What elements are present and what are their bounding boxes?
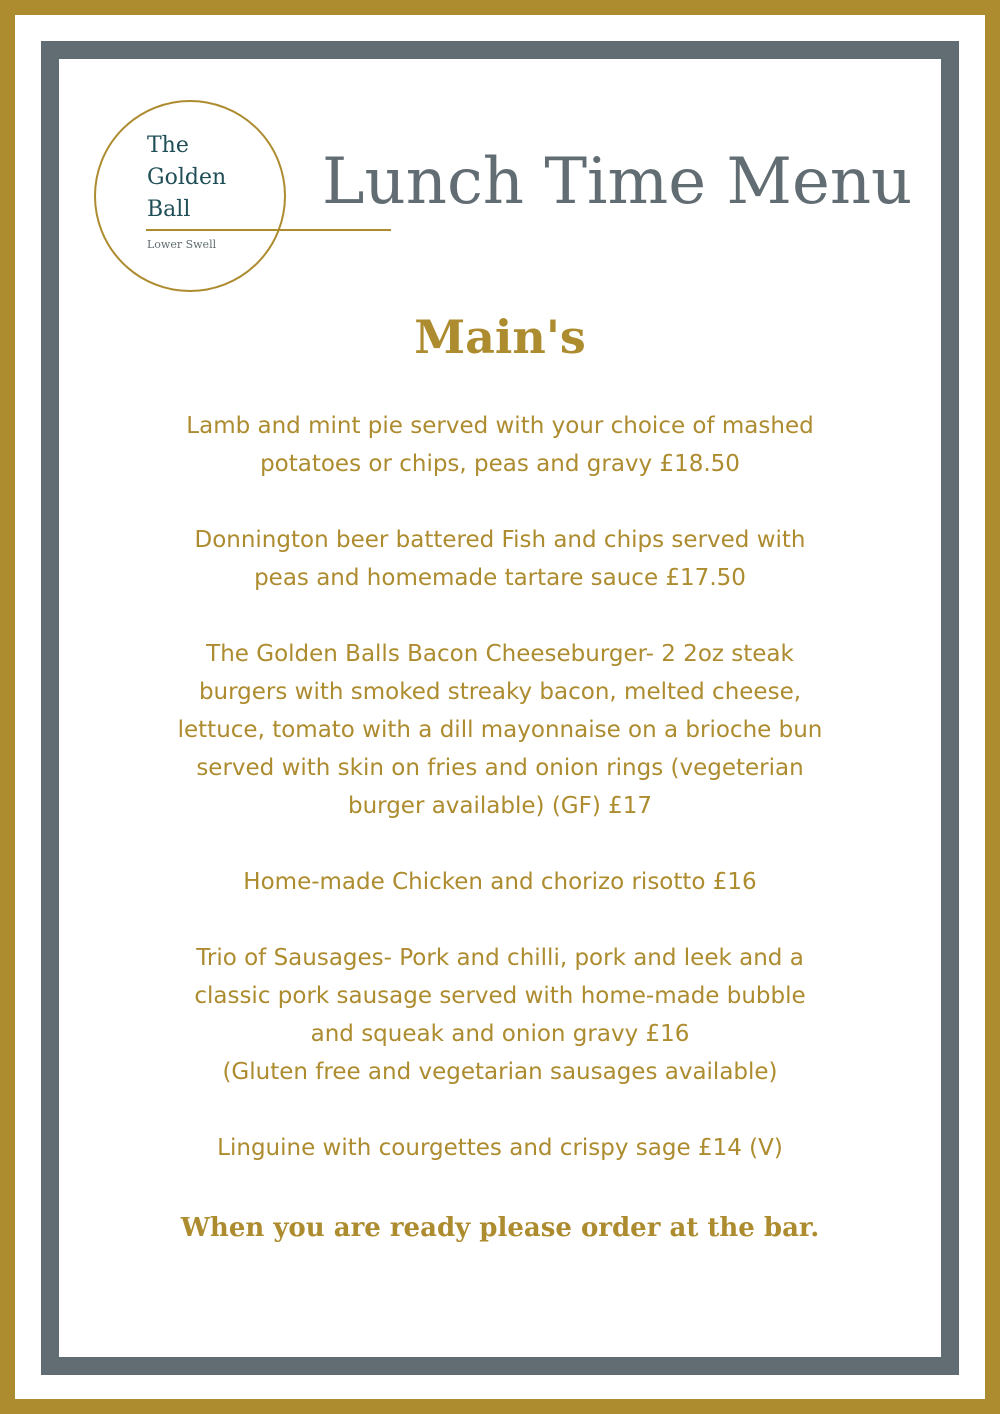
menu-item-line: (Gluten free and vegetarian sausages available) <box>222 1059 778 1085</box>
order-at-bar-note: When you are ready please order at the bar. <box>180 1213 820 1243</box>
menu-item-line: lettuce, tomato with a dill mayonnaise on a brioche bun <box>177 717 823 743</box>
logo-name <box>147 130 257 226</box>
menu-item-line: Trio of Sausages- Pork and chilli, pork and leek and a <box>196 945 804 971</box>
menu-item-line: classic pork sausage served with home-made bubble <box>194 983 806 1009</box>
menu-item-line: Linguine with courgettes and crispy sage £14 (V) <box>217 1135 783 1161</box>
logo-name-line: The <box>147 133 189 158</box>
logo-name-line: Ball <box>147 197 191 222</box>
menu-item-line: Lamb and mint pie served with your choice of mashed <box>186 413 814 439</box>
menu-item-line: Home-made Chicken and chorizo risotto £16 <box>243 869 757 895</box>
menu-list <box>100 407 900 1205</box>
menu-item <box>100 407 900 483</box>
menu-item-line: burgers with smoked streaky bacon, melted cheese, <box>198 679 802 705</box>
menu-item <box>100 1129 900 1167</box>
logo-underline <box>146 229 391 231</box>
menu-item-line: burger available) (GF) £17 <box>347 793 653 819</box>
menu-item-line: and squeak and onion gravy £16 <box>310 1021 690 1047</box>
logo-name-line: Golden <box>147 165 227 190</box>
menu-item-line: served with skin on fries and onion rings (vegeterian <box>196 755 804 781</box>
menu-item <box>100 863 900 901</box>
menu-item-line: peas and homemade tartare sauce £17.50 <box>254 565 746 591</box>
page-title: Lunch Time Menu <box>322 145 913 219</box>
menu-item-line: Donnington beer battered Fish and chips served with <box>194 527 806 553</box>
menu-item <box>100 939 900 1091</box>
menu-item <box>100 635 900 825</box>
menu-item <box>100 521 900 597</box>
section-heading: Main's <box>414 310 586 364</box>
logo-place: Lower Swell <box>147 238 217 251</box>
menu-item-line: potatoes or chips, peas and gravy £18.50 <box>260 451 740 477</box>
menu-item-line: The Golden Balls Bacon Cheeseburger- 2 2oz steak <box>206 641 794 667</box>
